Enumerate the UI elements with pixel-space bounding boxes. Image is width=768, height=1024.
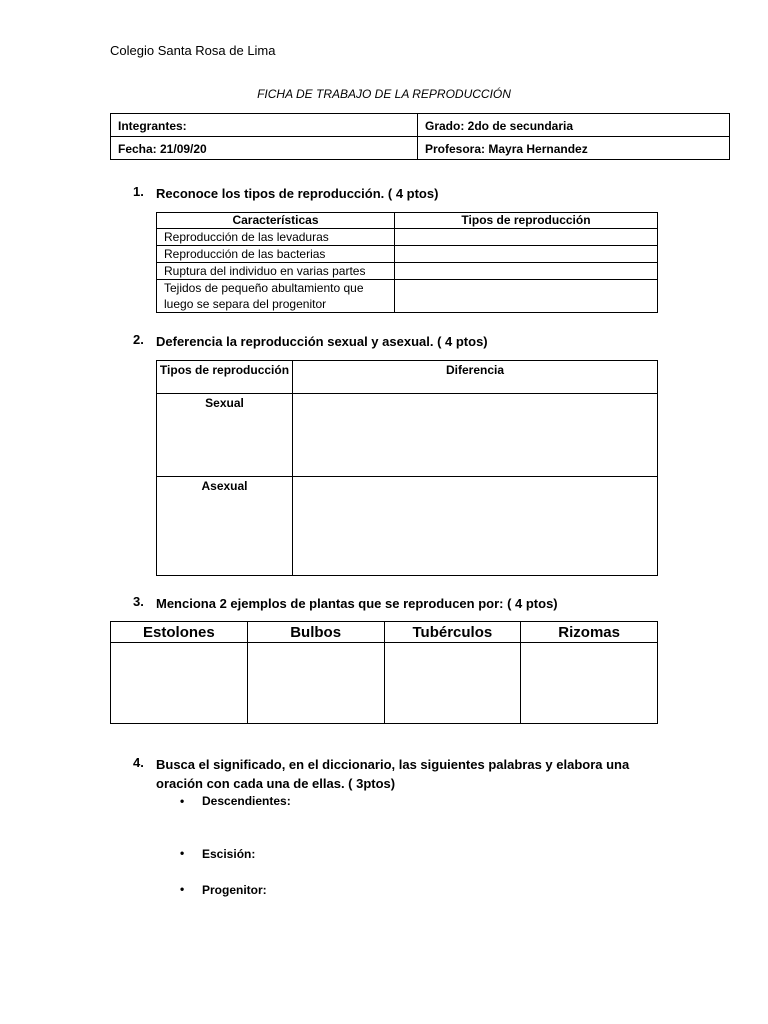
plants-table — [110, 621, 658, 724]
question-text: Busca el significado, en el diccionario, las siguientes palabras y elabora una oración con cada una de ellas. ( 3ptos) — [156, 757, 630, 791]
answer-cell — [395, 263, 658, 280]
table-header-row — [111, 622, 658, 643]
answer-cell — [395, 246, 658, 263]
question-number: 4. — [133, 755, 144, 770]
answer-cell — [521, 643, 658, 724]
header-bulbos: Bulbos — [247, 622, 384, 643]
table-row — [111, 114, 730, 137]
word-escision: Escisión: — [202, 847, 256, 861]
answer-cell — [293, 477, 658, 576]
table-row — [157, 229, 658, 246]
question-text: Deferencia la reproducción sexual y asexual. ( 4 ptos) — [156, 334, 488, 349]
profesora-cell: Profesora: Mayra Hernandez — [418, 137, 730, 160]
row-label: Ruptura del individuo en varias partes — [157, 263, 395, 280]
answer-cell — [395, 280, 658, 313]
fecha-cell: Fecha: 21/09/20 — [111, 137, 418, 160]
table-row — [111, 643, 658, 724]
row-label: Tejidos de pequeño abultamiento que luego se separa del progenitor — [157, 280, 395, 313]
row-label: Asexual — [157, 477, 293, 576]
header-tuberculos: Tubérculos — [384, 622, 521, 643]
row-label: Sexual — [157, 394, 293, 477]
question-number: 1. — [133, 184, 144, 199]
answer-cell — [293, 394, 658, 477]
reproduction-types-table — [156, 212, 658, 313]
header-diferencia: Diferencia — [293, 361, 658, 394]
word-descendientes: Descendientes: — [202, 794, 291, 808]
header-tipos: Tipos de reproducción — [157, 361, 293, 394]
row-label: Reproducción de las levaduras — [157, 229, 395, 246]
table-row — [111, 137, 730, 160]
bullet-icon: • — [180, 794, 185, 808]
question-text: Menciona 2 ejemplos de plantas que se reproducen por: ( 4 ptos) — [156, 596, 558, 611]
bullet-icon: • — [180, 882, 185, 896]
question-text: Reconoce los tipos de reproducción. ( 4 ptos) — [156, 186, 439, 201]
school-name: Colegio Santa Rosa de Lima — [110, 43, 276, 58]
grado-cell: Grado: 2do de secundaria — [418, 114, 730, 137]
row-label: Reproducción de las bacterias — [157, 246, 395, 263]
info-table — [110, 113, 730, 160]
table-row — [157, 394, 658, 477]
answer-cell — [111, 643, 248, 724]
table-row — [157, 263, 658, 280]
answer-cell — [384, 643, 521, 724]
table-row — [157, 246, 658, 263]
sexual-asexual-table — [156, 360, 658, 576]
table-header-row — [157, 361, 658, 394]
integrantes-cell: Integrantes: — [111, 114, 418, 137]
answer-cell — [247, 643, 384, 724]
table-row — [157, 280, 658, 313]
header-estolones: Estolones — [111, 622, 248, 643]
document-title: FICHA DE TRABAJO DE LA REPRODUCCIÓN — [257, 87, 511, 101]
bullet-icon: • — [180, 846, 185, 860]
answer-cell — [395, 229, 658, 246]
question-number: 2. — [133, 332, 144, 347]
question-number: 3. — [133, 594, 144, 609]
header-caracteristicas: Características — [157, 213, 395, 229]
table-header-row — [157, 213, 658, 229]
header-tipos: Tipos de reproducción — [395, 213, 658, 229]
header-rizomas: Rizomas — [521, 622, 658, 643]
table-row — [157, 477, 658, 576]
word-progenitor: Progenitor: — [202, 883, 267, 897]
